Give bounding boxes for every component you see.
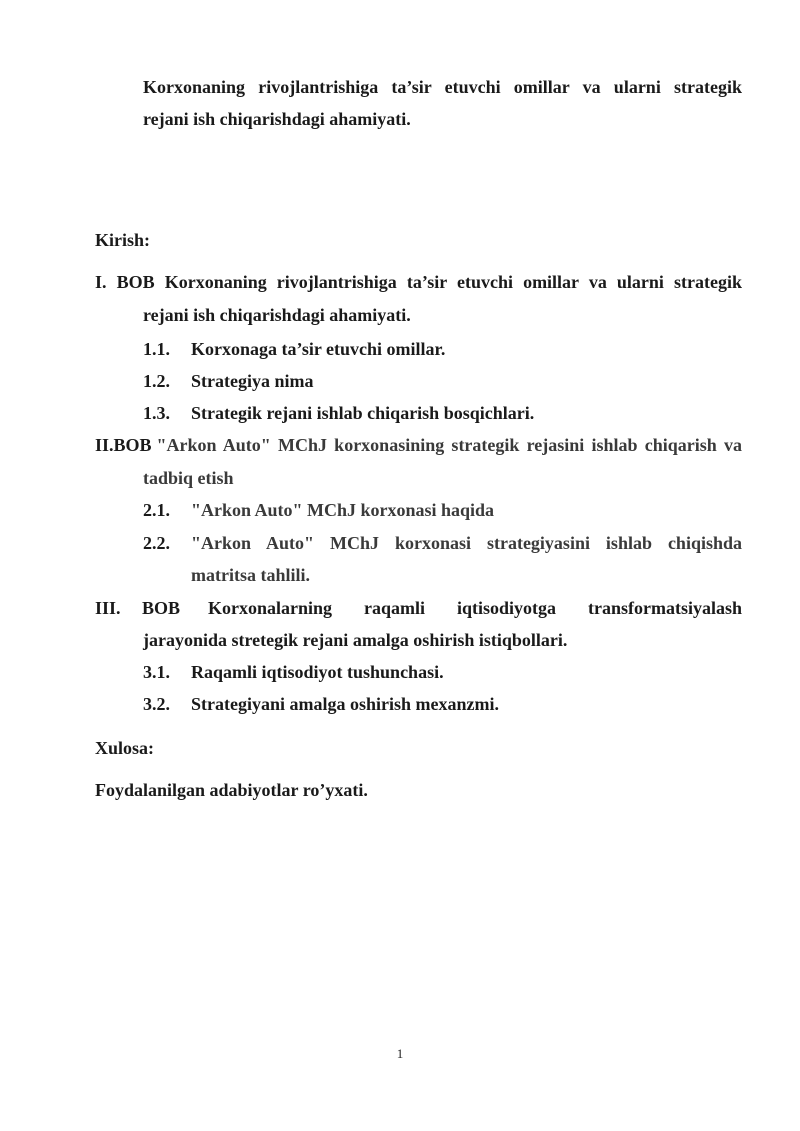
conclusion-heading: Xulosa:: [95, 738, 155, 758]
section-1-1-title: Korxonaga ta’sir etuvchi omillar.: [191, 339, 446, 359]
page-number: 1: [396, 1046, 404, 1061]
section-1-2-title: Strategiya nima: [191, 371, 314, 391]
section-3-2-title: Strategiyani amalga oshirish mexanzmi.: [191, 694, 499, 714]
chapter-1-line-1: [95, 271, 742, 293]
section-3-2-number: 3.2.: [143, 694, 170, 714]
section-1-2-number: 1.2.: [143, 371, 170, 391]
section-1-3-number: 1.3.: [143, 403, 170, 423]
chapter-2-line-1-text: "Arkon Auto" MChJ korxonasining strategik rejasini ishlab chiqarish va: [156, 435, 742, 455]
title-line-1: [143, 76, 742, 98]
section-1-1-number: 1.1.: [143, 339, 170, 359]
section-2-2-title-line-1: [191, 532, 742, 554]
section-3-1-title: Raqamli iqtisodiyot tushunchasi.: [191, 662, 444, 682]
title-line-2: rejani ish chiqarishdagi ahamiyati.: [143, 109, 411, 129]
section-1-3-title: Strategik rejani ishlab chiqarish bosqichlari.: [191, 403, 535, 423]
section-2-1-title: "Arkon Auto" MChJ korxonasi haqida: [191, 500, 495, 520]
references-heading: Foydalanilgan adabiyotlar ro’yxati.: [95, 780, 368, 800]
section-2-2-title-line-1-text: "Arkon Auto" MChJ korxonasi strategiyasini ishlab chiqishda: [191, 533, 742, 553]
section-2-2-number: 2.2.: [143, 533, 170, 553]
document-title: [143, 76, 742, 98]
section-2-1-number: 2.1.: [143, 500, 170, 520]
chapter-3-line-1: [208, 597, 742, 619]
title-line-1-text: Korxonaning rivojlantrishiga ta’sir etuvchi omillar va ularni strategik: [143, 77, 742, 97]
chapter-2-prefix: II.BOB: [95, 435, 152, 455]
chapter-1-line-1-text: I. BOB Korxonaning rivojlantrishiga ta’sir etuvchi omillar va ularni strategik: [95, 272, 742, 292]
chapter-1-line-2: rejani ish chiqarishdagi ahamiyati.: [143, 305, 411, 325]
chapter-3-prefix: III. BOB: [95, 598, 181, 618]
chapter-3-line-2: jarayonida stretegik rejani amalga oshirish istiqbollari.: [143, 630, 568, 650]
chapter-2-line-1: [95, 434, 742, 456]
chapter-3-line-1-text: Korxonalarning raqamli iqtisodiyotga transformatsiyalash: [208, 598, 742, 618]
chapter-2-line-2: tadbiq etish: [143, 468, 234, 488]
intro-heading: Kirish:: [95, 230, 151, 250]
section-3-1-number: 3.1.: [143, 662, 170, 682]
section-2-2-title-line-2: matritsa tahlili.: [191, 565, 310, 585]
